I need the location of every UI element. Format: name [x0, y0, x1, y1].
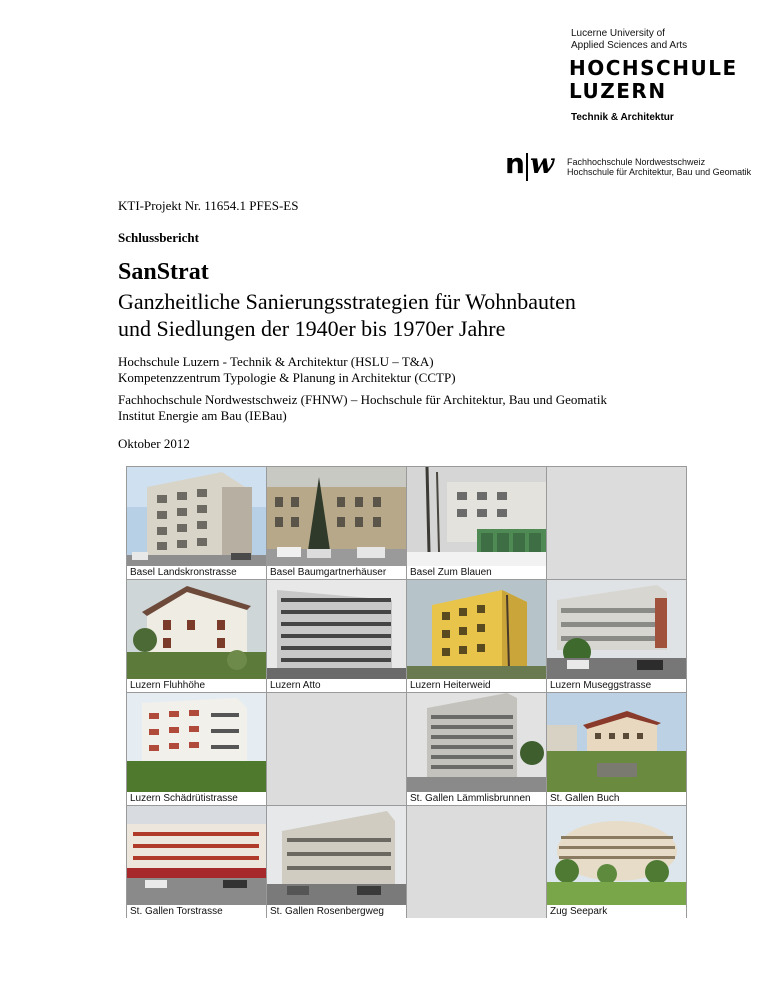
fhnw-line1: Fachhochschule Nordwestschweiz: [567, 157, 706, 167]
fhnw-line2: Hochschule für Architektur, Bau und Geomatik: [567, 167, 752, 177]
building-photo: [407, 693, 546, 792]
photo-st-gallen-laemmlisbrunnen: [407, 693, 546, 805]
photo-caption: St. Gallen Lämmlisbrunnen: [407, 792, 546, 805]
photo-caption: Zug Seepark: [547, 905, 686, 918]
photo-st-gallen-rosenbergweg: [267, 806, 406, 918]
page-title: SanStrat: [118, 259, 209, 285]
photo-caption: Luzern Fluhhöhe: [127, 679, 266, 692]
photo-zug-seepark: [547, 806, 686, 918]
photo-empty: [267, 693, 406, 805]
photo-caption: [267, 792, 406, 805]
subtitle-line2: und Siedlungen der 1940er bis 1970er Jahre: [118, 316, 506, 341]
building-photo: [407, 580, 546, 679]
building-photo: [127, 467, 266, 566]
institution-hslu-line1: Hochschule Luzern - Technik & Architektur (HSLU – T&A): [118, 354, 434, 369]
fhnw-logo-text: [567, 157, 751, 177]
photo-caption: St. Gallen Buch: [547, 792, 686, 805]
photo-luzern-fluhhoehe: [127, 580, 266, 692]
hslu-logo: [569, 57, 738, 103]
photo-luzern-schaedruetistrasse: [127, 693, 266, 805]
photo-luzern-atto: [267, 580, 406, 692]
hslu-logo-line2: LUZERN: [569, 79, 667, 103]
photo-basel-landskronstrasse: [127, 467, 266, 579]
photo-caption: [547, 566, 686, 579]
report-type: Schlussbericht: [118, 230, 199, 245]
photo-caption: Basel Zum Blauen: [407, 566, 546, 579]
photo-caption: Luzern Heiterweid: [407, 679, 546, 692]
report-date: Oktober 2012: [118, 436, 190, 451]
photo-luzern-museggstrasse: [547, 580, 686, 692]
photo-caption: [407, 905, 546, 918]
photo-basel-baumgartnerhaeuser: [267, 467, 406, 579]
photo-st-gallen-buch: [547, 693, 686, 805]
photo-caption: St. Gallen Torstrasse: [127, 905, 266, 918]
photo-caption: Luzern Atto: [267, 679, 406, 692]
building-photo: [547, 693, 686, 792]
fhnw-logo-icon: [505, 147, 557, 182]
hslu-subtitle-line2: Applied Sciences and Arts: [571, 40, 688, 51]
subtitle-line1: Ganzheitliche Sanierungsstrategien für Wohnbauten: [118, 289, 576, 314]
institution-fhnw-line1: Fachhochschule Nordwestschweiz (FHNW) – Hochschule für Architektur, Bau und Geomatik: [118, 392, 608, 407]
building-photo: [127, 693, 266, 792]
fhnw-logo-w: w: [530, 147, 555, 180]
photo-caption: Basel Baumgartnerhäuser: [267, 566, 406, 579]
building-photo: [267, 467, 406, 566]
institution-hslu-line2: Kompetenzzentrum Typologie & Planung in Architektur (CCTP): [118, 370, 456, 385]
building-photo: [267, 806, 406, 905]
photo-st-gallen-torstrasse: [127, 806, 266, 918]
building-photo: [407, 467, 546, 566]
photo-luzern-heiterweid: [407, 580, 546, 692]
fhnw-logo-n: n: [505, 147, 525, 180]
project-number: KTI-Projekt Nr. 11654.1 PFES-ES: [118, 198, 299, 213]
hslu-department: Technik & Architektur: [571, 112, 674, 123]
institution-fhnw: [118, 392, 607, 424]
building-photo: [127, 806, 266, 905]
photo-empty: [407, 806, 546, 918]
photo-caption: Luzern Schädrütistrasse: [127, 792, 266, 805]
photo-caption: Luzern Museggstrasse: [547, 679, 686, 692]
hslu-logo-line1: HOCHSCHULE: [569, 56, 738, 80]
building-photo: [267, 580, 406, 679]
institution-hslu: [118, 354, 456, 386]
photo-caption: St. Gallen Rosenbergweg: [267, 905, 406, 918]
page-subtitle: [118, 288, 576, 342]
photo-caption: Basel Landskronstrasse: [127, 566, 266, 579]
building-photo: [127, 580, 266, 679]
hslu-logo-subtitle: [571, 28, 687, 52]
institution-fhnw-line2: Institut Energie am Bau (IEBau): [118, 408, 287, 423]
photo-grid: [126, 466, 687, 918]
fhnw-logo-divider: [526, 153, 528, 181]
photo-empty: [547, 467, 686, 579]
hslu-subtitle-line1: Lucerne University of: [571, 28, 665, 39]
photo-basel-zum-blauen: [407, 467, 546, 579]
building-photo: [547, 580, 686, 679]
building-photo: [547, 806, 686, 905]
